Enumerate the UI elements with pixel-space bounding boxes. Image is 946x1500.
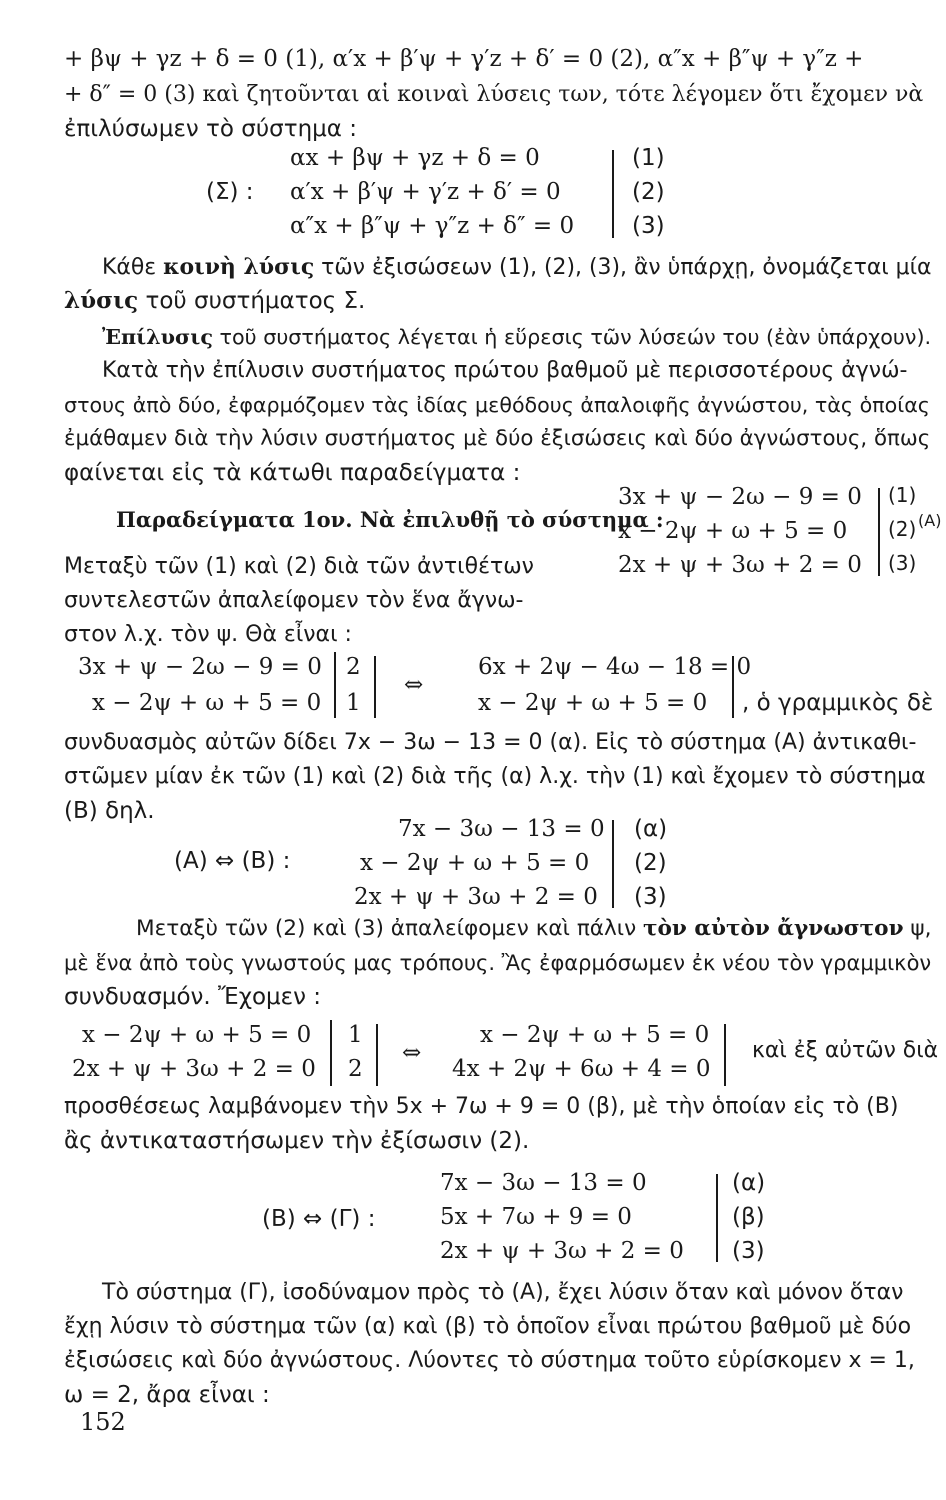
- page-number: 152: [80, 1408, 126, 1436]
- system-tag: (Α): [918, 511, 942, 530]
- equation-number: (1): [888, 483, 917, 507]
- text-span: ψ,: [903, 916, 932, 941]
- right-brace: [604, 150, 614, 238]
- equation-number: (α): [634, 816, 668, 842]
- sigma-equation: α′x + β′ψ + γ′z + δ′ = 0: [290, 179, 561, 205]
- equation-number: (3): [732, 1238, 765, 1264]
- elim-right-equation: x − 2ψ + ω + 5 = 0: [478, 690, 708, 716]
- paragraph-line: [136, 914, 932, 944]
- text-line-3: ἐπιλύσωμεν τὸ σύστημα :: [64, 116, 358, 142]
- right-brace: [604, 820, 614, 908]
- equation-number: (3): [634, 884, 667, 910]
- equation-number: (3): [888, 551, 917, 575]
- equation-number: (α): [732, 1170, 766, 1196]
- text-span: Μεταξὺ τῶν (2) καὶ (3) ἀπαλείφομεν καὶ πάλιν: [136, 916, 644, 941]
- paragraph-line: Μεταξὺ τῶν (1) καὶ (2) διὰ τῶν ἀντιθέτων: [64, 554, 534, 579]
- equation-number: (2): [634, 850, 667, 876]
- text-span: τοῦ συστήματος Σ.: [138, 288, 366, 314]
- vertical-bar: [334, 652, 336, 718]
- paragraph-line: στῶμεν μίαν ἐκ τῶν (1) καὶ (2) διὰ τῆς (α) λ.χ. τὴν (1) καὶ ἔχομεν τὸ σύστημα: [64, 764, 926, 789]
- text-span: τοῦ συστήματος λέγεται ἡ εὕρεσις τῶν λύσεών του (ἐὰν ὑπάρχουν).: [212, 325, 932, 349]
- equation-number: (β): [732, 1204, 765, 1230]
- elim-right-equation: 4x + 2ψ + 6ω + 4 = 0: [452, 1056, 711, 1082]
- multiplier: 2: [346, 654, 361, 680]
- bold-term: Ἐπίλυσις: [102, 325, 213, 349]
- system-sigma-label: (Σ) :: [206, 179, 254, 205]
- right-brace: [724, 656, 734, 718]
- paragraph-line: προσθέσεως λαμβάνομεν τὴν 5x + 7ω + 9 = 0 (β), μὲ τὴν ὁποίαν εἰς τὸ (Β): [64, 1094, 899, 1119]
- system-b-equation: 7x − 3ω − 13 = 0: [398, 816, 605, 842]
- paragraph-line: ἐμάθαμεν διὰ τὴν λύσιν συστήματος μὲ δύο ἐξισώσεις καὶ δύο ἀγνώστους, ὅπως: [64, 426, 931, 451]
- right-brace: [368, 1024, 378, 1086]
- system-a-equation: x − 2ψ + ω + 5 = 0: [618, 518, 848, 544]
- paragraph-line: ἂς ἀντικαταστήσωμεν τὴν ἐξίσωσιν (2).: [64, 1128, 530, 1154]
- right-brace: [366, 656, 376, 718]
- equation-number: (1): [632, 145, 665, 171]
- system-b-equation: 2x + ψ + 3ω + 2 = 0: [354, 884, 598, 910]
- paragraph-line: μὲ ἕνα ἀπὸ τοὺς γνωστούς μας τρόπους. Ἂς ἐφαρμόσωμεν ἐκ νέου τὸν γραμμικὸν: [64, 950, 932, 975]
- bold-term: κοινὴ λύσις: [163, 254, 315, 280]
- bold-term: λύσις: [64, 287, 139, 314]
- vertical-bar: [330, 1020, 332, 1086]
- system-g-label: (Β) ⇔ (Γ) :: [262, 1206, 376, 1232]
- paragraph-line: συνδυασμόν. Ἔχομεν :: [64, 984, 322, 1010]
- right-brace: [870, 488, 880, 576]
- equivalence-arrow: ⇔: [402, 1040, 422, 1066]
- equation-number: (2): [632, 179, 665, 205]
- definition-solving: [102, 322, 931, 352]
- sigma-equation: αx + βψ + γz + δ = 0: [290, 145, 540, 171]
- paragraph-line: , ὁ γραμμικὸς δὲ: [742, 690, 934, 716]
- paragraph-line: συνδυασμὸς αὐτῶν δίδει 7x − 3ω − 13 = 0 (α). Εἰς τὸ σύστημα (Α) ἀντικαθι-: [64, 730, 917, 755]
- system-g-equation: 5x + 7ω + 9 = 0: [440, 1204, 632, 1230]
- multiplier: 1: [346, 690, 361, 716]
- multiplier: 2: [348, 1056, 363, 1082]
- right-brace: [716, 1024, 726, 1086]
- text-span: Κάθε: [102, 255, 164, 280]
- multiplier: 1: [348, 1022, 363, 1048]
- equation-line-1: + βψ + γz + δ = 0 (1), α′x + β′ψ + γ′z + δ′ = 0 (2), α″x + β″ψ + γ″z +: [64, 46, 864, 72]
- text-line-2: + δ″ = 0 (3) καὶ ζητοῦνται αἱ κοιναὶ λύσεις των, τότε λέγομεν ὅτι ἔχομεν νὰ: [64, 82, 924, 107]
- elim-left-equation: 3x + ψ − 2ω − 9 = 0: [78, 654, 322, 680]
- system-g-equation: 2x + ψ + 3ω + 2 = 0: [440, 1238, 684, 1264]
- paragraph-line: φαίνεται εἰς τὰ κάτωθι παραδείγματα :: [64, 460, 521, 486]
- equation-number: (2): [888, 517, 917, 541]
- system-a-equation: 3x + ψ − 2ω − 9 = 0: [618, 484, 862, 510]
- definition-common-solution: [102, 252, 931, 283]
- paragraph-line: (Β) δηλ.: [64, 798, 155, 824]
- definition-line-2: [64, 286, 365, 316]
- paragraph-line: ἔχῃ λύσιν τὸ σύστημα τῶν (α) καὶ (β) τὸ ὁποῖον εἶναι πρώτου βαθμοῦ μὲ δύο: [64, 1314, 912, 1339]
- elim-left-equation: x − 2ψ + ω + 5 = 0: [92, 690, 322, 716]
- paragraph-line: στον λ.χ. τὸν ψ. Θὰ εἶναι :: [64, 622, 352, 647]
- system-b-label: (Α) ⇔ (Β) :: [174, 848, 291, 874]
- sigma-equation: α″x + β″ψ + γ″z + δ″ = 0: [290, 213, 575, 239]
- bold-term: τὸν αὐτὸν ἄγνωστον: [643, 916, 904, 941]
- equivalence-arrow: ⇔: [404, 672, 424, 698]
- elim-right-equation: 6x + 2ψ − 4ω − 18 = 0: [478, 654, 752, 680]
- paragraph-line: ω = 2, ἄρα εἶναι :: [64, 1382, 270, 1408]
- paragraph-line: Κατὰ τὴν ἐπίλυσιν συστήματος πρώτου βαθμοῦ μὲ περισσοτέρους ἀγνώ-: [102, 358, 908, 383]
- elim-left-equation: x − 2ψ + ω + 5 = 0: [82, 1022, 312, 1048]
- paragraph-line: στους ἀπὸ δύο, ἐφαρμόζομεν τὰς ἰδίας μεθόδους ἀπαλοιφῆς ἀγνώστου, τὰς ὁποίας: [64, 393, 930, 417]
- paragraph-line: ἐξισώσεις καὶ δύο ἀγνώστους. Λύοντες τὸ σύστημα τοῦτο εὑρίσκομεν x = 1,: [64, 1348, 915, 1373]
- elim-right-equation: x − 2ψ + ω + 5 = 0: [480, 1022, 710, 1048]
- paragraph-line: καὶ ἐξ αὐτῶν διὰ: [752, 1038, 939, 1063]
- right-brace: [708, 1174, 718, 1262]
- system-a-equation: 2x + ψ + 3ω + 2 = 0: [618, 552, 862, 578]
- system-b-equation: x − 2ψ + ω + 5 = 0: [360, 850, 590, 876]
- paragraph-line: συντελεστῶν ἀπαλείφομεν τὸν ἕνα ἄγνω-: [64, 588, 524, 613]
- example-title: Παραδείγματα 1ον. Νὰ ἐπιλυθῇ τὸ σύστημα :: [116, 507, 664, 532]
- system-g-equation: 7x − 3ω − 13 = 0: [440, 1170, 647, 1196]
- equation-number: (3): [632, 213, 665, 239]
- paragraph-line: Τὸ σύστημα (Γ), ἰσοδύναμον πρὸς τὸ (Α), ἔχει λύσιν ὅταν καὶ μόνον ὅταν: [102, 1280, 904, 1305]
- text-span: τῶν ἐξισώσεων (1), (2), (3), ἂν ὑπάρχῃ, ὀνομάζεται μία: [314, 255, 932, 280]
- elim-left-equation: 2x + ψ + 3ω + 2 = 0: [72, 1056, 316, 1082]
